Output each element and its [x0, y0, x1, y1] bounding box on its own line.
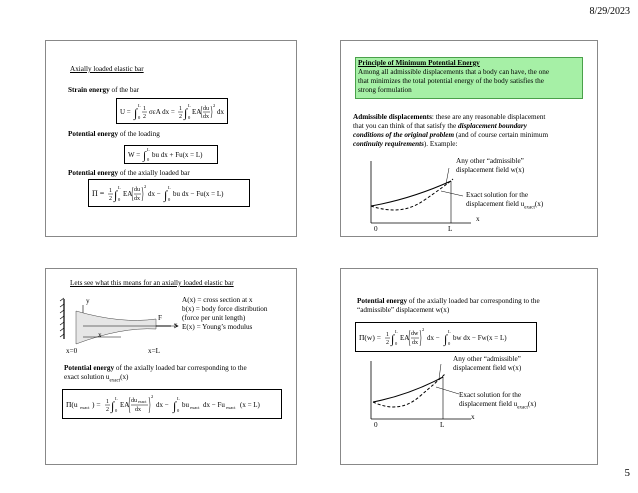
svg-text:0: 0 — [395, 341, 398, 346]
definition-body-force: b(x) = body force distribution — [182, 305, 268, 313]
svg-text:Π(u: Π(u — [66, 400, 78, 409]
force-label: F — [158, 314, 162, 322]
svg-text:2: 2 — [151, 394, 154, 399]
principle-line-3: strong formulation — [358, 86, 412, 94]
svg-text:dx −: dx − — [427, 334, 440, 342]
slide-admissible-energy — [340, 268, 598, 465]
other-admissible-line-2: displacement field w(x) — [453, 364, 522, 372]
svg-text:∫: ∫ — [114, 188, 118, 202]
svg-text:dx −: dx − — [156, 401, 169, 409]
bar-energy-heading: Potential energy of the axially loaded bar — [68, 169, 190, 177]
other-admissible-line-2: displacement field w(x) — [456, 166, 525, 174]
svg-text:∫: ∫ — [444, 332, 448, 346]
svg-text:) =: ) = — [92, 400, 101, 409]
svg-text:bu dx + Fu(x = L): bu dx + Fu(x = L) — [152, 151, 203, 159]
svg-text:EA: EA — [400, 334, 410, 342]
strain-energy-formula-graphic — [117, 99, 227, 123]
exact-solution-line-1: Exact solution for the — [466, 191, 529, 199]
slide-axially-loaded-bar — [45, 40, 297, 237]
svg-text:∫: ∫ — [134, 106, 138, 120]
svg-text:EA: EA — [120, 401, 130, 409]
page-number: 5 — [624, 467, 630, 479]
svg-text:1: 1 — [106, 399, 109, 405]
svg-text:2: 2 — [179, 114, 182, 120]
svg-text:exact: exact — [80, 405, 90, 410]
svg-text:Π(w) =: Π(w) = — [359, 333, 381, 342]
exact-curve — [371, 181, 451, 206]
bar-energy-formula-graphic — [89, 180, 249, 206]
svg-text:∫: ∫ — [173, 399, 177, 413]
slide-title: Lets see what this means for an axially loaded elastic bar — [70, 279, 234, 287]
axis-L-label: L — [448, 225, 453, 233]
svg-text:0: 0 — [138, 115, 141, 120]
svg-text:dx: dx — [135, 407, 141, 413]
svg-text:dx: dx — [203, 114, 209, 120]
svg-text:dx − Fu: dx − Fu — [203, 401, 225, 409]
exact-energy-heading: Potential energy of the axially loaded bar corresponding to the — [64, 364, 247, 372]
axis-x-label: x — [476, 215, 480, 223]
svg-text:σεA dx =: σεA dx = — [149, 108, 175, 116]
svg-text:exact: exact — [226, 405, 236, 410]
loading-energy-formula-graphic — [125, 146, 217, 163]
exact-pointer — [441, 191, 463, 196]
svg-text:L: L — [115, 396, 118, 401]
exact-pointer — [436, 387, 459, 394]
admissible-line-3: conditions of the original problem (and of course certain minimum — [353, 131, 549, 139]
svg-text:2: 2 — [144, 184, 147, 189]
loading-energy-heading: Potential energy of the loading — [68, 130, 160, 138]
svg-text:2: 2 — [422, 327, 425, 332]
svg-text:dx −: dx − — [148, 190, 161, 198]
svg-text:U =: U = — [120, 108, 131, 116]
exact-solution-line-2: displacement field $u_{exact}(x)$ — [459, 400, 537, 411]
svg-text:exact: exact — [190, 405, 200, 410]
slide-title: Axially loaded elastic bar — [70, 65, 144, 73]
exact-energy-equation — [62, 389, 282, 419]
x-L-label: x=L — [148, 347, 161, 355]
definition-youngs-modulus: E(x) = Young’s modulus — [182, 323, 253, 331]
svg-text:1: 1 — [179, 106, 182, 112]
strain-energy-equation — [116, 98, 228, 124]
svg-text:∫: ∫ — [143, 150, 147, 162]
definition-area: A(x) = cross section at x — [182, 296, 253, 304]
axis-x-label: x — [471, 413, 475, 421]
svg-text:L: L — [177, 396, 180, 401]
svg-text:2: 2 — [106, 407, 109, 413]
slide-bar-exact-solution — [45, 268, 297, 465]
svg-text:1: 1 — [143, 106, 146, 112]
svg-text:bu: bu — [182, 401, 189, 409]
y-axis-label: y — [86, 297, 90, 305]
svg-text:2: 2 — [213, 103, 216, 108]
svg-text:L: L — [147, 147, 150, 152]
exact-solution-line-1: Exact solution for the — [459, 391, 522, 399]
admissible-curve — [371, 179, 453, 210]
svg-text:du: du — [134, 187, 140, 193]
svg-text:dw: dw — [411, 331, 419, 337]
svg-text:2: 2 — [143, 114, 146, 120]
bar-energy-equation — [88, 179, 250, 207]
svg-text:dx: dx — [134, 196, 140, 202]
svg-text:0: 0 — [188, 115, 191, 120]
definition-body-force-unit: (force per unit length) — [182, 314, 246, 322]
exact-curve — [373, 377, 443, 402]
svg-text:Π =: Π = — [92, 189, 105, 198]
svg-text:L: L — [168, 185, 171, 190]
svg-text:L: L — [118, 185, 121, 190]
svg-text:(x = L): (x = L) — [240, 401, 260, 409]
svg-text:dx: dx — [412, 340, 418, 346]
admissible-curve — [373, 374, 445, 407]
svg-text:0: 0 — [118, 197, 121, 202]
svg-text:du: du — [131, 398, 137, 404]
principle-line-1: Among all admissible displacements that a body can have, the one — [358, 68, 550, 76]
svg-text:L: L — [395, 329, 398, 334]
svg-text:W =: W = — [128, 151, 141, 159]
svg-text:L: L — [448, 329, 451, 334]
x-dimension-label: x — [98, 331, 102, 339]
svg-text:bw dx − Fw(x = L): bw dx − Fw(x = L) — [453, 334, 507, 342]
axis-zero-label: 0 — [374, 421, 378, 429]
axis-L-label: L — [440, 421, 445, 429]
slide-minimum-potential-energy — [340, 40, 598, 237]
admissible-line-1: Admissible displacements: these are any reasonable displacement — [353, 113, 546, 121]
principle-line-2: that minimizes the total potential energy of the body satisfies the — [358, 77, 544, 85]
other-admissible-line-1: Any other “admissible” — [453, 355, 521, 363]
strain-energy-heading: Strain energy of the bar — [68, 86, 140, 94]
svg-text:bu dx − Fu(x = L): bu dx − Fu(x = L) — [173, 190, 224, 198]
exact-energy-heading-2: exact solution $u_{exact}(x)$ — [64, 373, 129, 384]
svg-text:∫: ∫ — [111, 399, 115, 413]
svg-text:2: 2 — [109, 196, 112, 202]
admissible-line-4: continuity requirements). Example: — [353, 140, 458, 148]
svg-text:L: L — [188, 103, 191, 108]
svg-text:∫: ∫ — [391, 332, 395, 346]
svg-text:0: 0 — [448, 341, 451, 346]
svg-text:1: 1 — [386, 332, 389, 338]
svg-text:0: 0 — [147, 157, 150, 162]
admissible-energy-heading: Potential energy of the axially loaded bar corresponding to the — [357, 297, 540, 305]
svg-text:∫: ∫ — [164, 188, 168, 202]
exact-solution-line-2: displacement field $u_{exact}(x)$ — [466, 200, 544, 211]
axis-zero-label: 0 — [374, 225, 378, 233]
svg-text:dx: dx — [217, 108, 224, 116]
svg-text:du: du — [203, 106, 209, 112]
svg-text:0: 0 — [168, 197, 171, 202]
svg-text:∫: ∫ — [184, 106, 188, 120]
svg-text:EA: EA — [192, 108, 202, 116]
svg-text:0: 0 — [177, 408, 180, 413]
admissible-energy-heading-2: “admissible” displacement w(x) — [357, 306, 450, 314]
svg-text:exact: exact — [138, 399, 147, 404]
print-date: 8/29/2023 — [589, 6, 630, 17]
x-axis-label: x — [174, 321, 178, 329]
svg-text:EA: EA — [123, 190, 133, 198]
admissible-line-2: that you can think of that satisfy the displacement boundary — [353, 122, 527, 130]
exact-energy-formula-graphic — [63, 390, 281, 418]
principle-title: Principle of Minimum Potential Energy — [358, 59, 480, 67]
other-admissible-line-1: Any other “admissible” — [456, 157, 524, 165]
loading-energy-equation — [124, 145, 218, 164]
svg-text:2: 2 — [386, 340, 389, 346]
svg-text:1: 1 — [109, 188, 112, 194]
x-zero-label: x=0 — [66, 347, 78, 355]
svg-text:0: 0 — [115, 408, 118, 413]
svg-text:L: L — [138, 103, 141, 108]
tapered-bar — [76, 311, 156, 344]
admissible-pointer — [439, 364, 441, 379]
